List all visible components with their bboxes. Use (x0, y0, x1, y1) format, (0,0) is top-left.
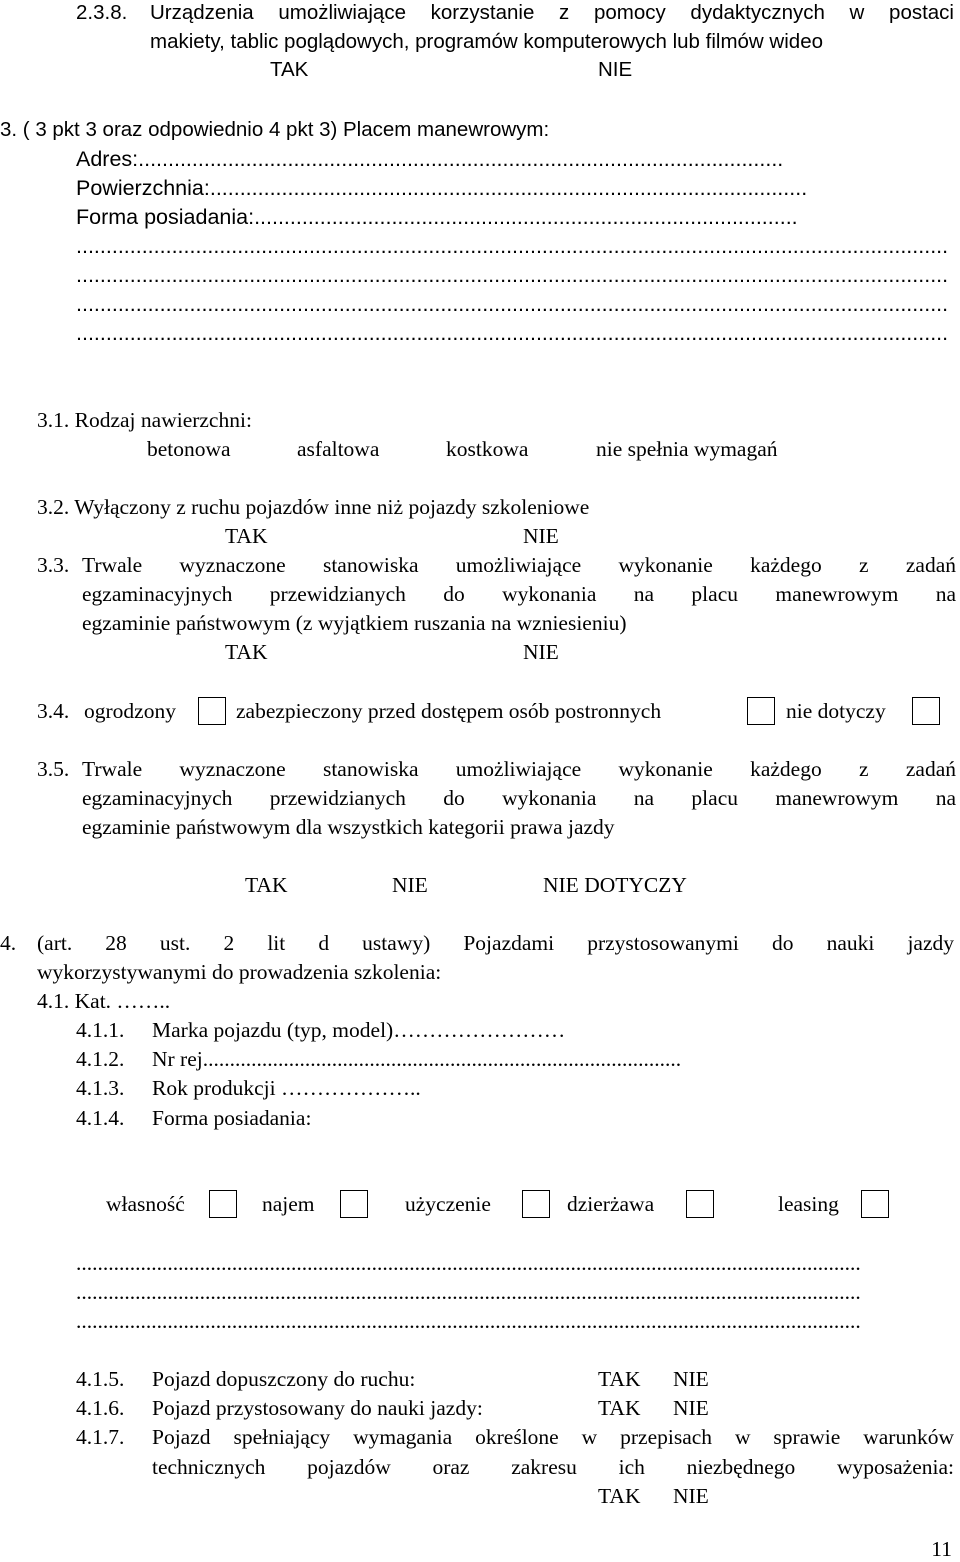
category-field: 4.1. Kat. …….. (37, 989, 171, 1013)
secured-option-label: zabezpieczony przed dostępem osób postronnych (236, 699, 662, 723)
ownership-lease-checkbox[interactable] (686, 1190, 714, 1218)
not-applicable-checkbox[interactable] (912, 697, 940, 725)
section-31-title: 3.1. Rodzaj nawierzchni: (37, 408, 252, 432)
item-415-nie: NIE (673, 1367, 709, 1391)
item-417-line2: technicznych pojazdów oraz zakresu ich niezbędnego wyposażenia: (152, 1455, 954, 1479)
section-32-text: 3.2. Wyłączony z ruchu pojazdów inne niż pojazdy szkoleniowe (37, 495, 590, 519)
dotted-line: .................................................................................................................................................. (76, 1309, 861, 1333)
section-33-line2: egzaminacyjnych przewidzianych do wykonania na placu manewrowym na (82, 582, 956, 606)
area-field: Powierzchnia:.................................................................................................... (76, 176, 808, 200)
dotted-line: .................................................................................................................................................. (76, 1280, 861, 1304)
section-238-line2: makiety, tablic poglądowych, programów komputerowych lub filmów wideo (150, 30, 823, 53)
item-416-number: 4.1.6. (76, 1396, 125, 1420)
section-32-tak: TAK (225, 524, 268, 548)
item-416-text: Pojazd przystosowany do nauki jazdy: (152, 1396, 483, 1420)
item-417-number: 4.1.7. (76, 1425, 125, 1449)
section-33-line1: Trwale wyznaczone stanowiska umożliwiające wykonanie każdego z zadań (82, 553, 956, 577)
ownership-own-checkbox[interactable] (209, 1190, 237, 1218)
section-33-tak: TAK (225, 640, 268, 664)
section-4-number: 4. (0, 931, 17, 955)
section-35-line1: Trwale wyznaczone stanowiska umożliwiające wykonanie każdego z zadań (82, 757, 956, 781)
section-33-number: 3.3. (37, 553, 70, 577)
item-412-number: 4.1.2. (76, 1047, 125, 1071)
section-4-line1: (art. 28 ust. 2 lit d ustawy) Pojazdami przystosowanymi do nauki jazdy (37, 931, 954, 955)
fence-option-label: ogrodzony (84, 699, 176, 723)
ownership-rent-checkbox[interactable] (340, 1190, 368, 1218)
section-238-line1: Urządzenia umożliwiające korzystanie z pomocy dydaktycznych w postaci (150, 1, 954, 24)
item-417-nie: NIE (673, 1484, 709, 1508)
ownership-loan-checkbox[interactable] (522, 1190, 550, 1218)
section-35-line2: egzaminacyjnych przewidzianych do wykonania na placu manewrowym na (82, 786, 956, 810)
ownership-leasing-label: leasing (778, 1192, 839, 1216)
section-35-not-applicable: NIE DOTYCZY (543, 873, 687, 897)
not-applicable-label: nie dotyczy (786, 699, 886, 723)
item-415-text: Pojazd dopuszczony do ruchu: (152, 1367, 416, 1391)
section-35-line3: egzaminie państwowym dla wszystkich kategorii prawa jazdy (82, 815, 615, 839)
item-411-number: 4.1.1. (76, 1018, 125, 1042)
ownership-form-field: Forma posiadania:........................................................................................... (76, 205, 798, 229)
item-415-number: 4.1.5. (76, 1367, 125, 1391)
item-417-line1: Pojazd spełniający wymagania określone w przepisach w sprawie warunków (152, 1425, 954, 1449)
section-35-nie: NIE (392, 873, 428, 897)
vehicle-make-field: Marka pojazdu (typ, model)…………………… (152, 1018, 566, 1042)
item-416-nie: NIE (673, 1396, 709, 1420)
section-238-nie: NIE (598, 58, 633, 81)
section-33-line3: egzaminie państwowym (z wyjątkiem ruszania na wzniesieniu) (82, 611, 627, 635)
item-417-tak: TAK (598, 1484, 641, 1508)
ownership-lease-label: dzierżawa (567, 1192, 655, 1216)
ownership-rent-label: najem (262, 1192, 315, 1216)
dotted-line: .................................................................................................................................................. (76, 292, 949, 316)
ownership-leasing-checkbox[interactable] (861, 1190, 889, 1218)
surface-option-cobble: kostkowa (446, 437, 529, 461)
item-413-number: 4.1.3. (76, 1076, 125, 1100)
item-415-tak: TAK (598, 1367, 641, 1391)
dotted-line: .................................................................................................................................................. (76, 263, 949, 287)
ownership-loan-label: użyczenie (405, 1192, 491, 1216)
ownership-own-label: własność (106, 1192, 185, 1216)
ownership-form-label: Forma posiadania: (152, 1106, 312, 1130)
production-year-field: Rok produkcji ……………….. (152, 1076, 421, 1100)
section-34-number: 3.4. (37, 699, 70, 723)
dotted-line: .................................................................................................................................................. (76, 321, 949, 345)
section-35-tak: TAK (245, 873, 288, 897)
page-number: 11 (931, 1537, 952, 1561)
section-35-number: 3.5. (37, 757, 70, 781)
surface-option-concrete: betonowa (147, 437, 231, 461)
section-238-number: 2.3.8. (76, 1, 128, 24)
section-32-nie: NIE (523, 524, 559, 548)
section-238-tak: TAK (270, 58, 309, 81)
section-33-nie: NIE (523, 640, 559, 664)
section-4-line2: wykorzystywanymi do prowadzenia szkolenia: (37, 960, 442, 984)
fenced-checkbox[interactable] (198, 697, 226, 725)
dotted-line: .................................................................................................................................................. (76, 234, 949, 258)
registration-field: Nr rej......................................................................................... (152, 1047, 682, 1071)
secured-checkbox[interactable] (747, 697, 775, 725)
dotted-line: .................................................................................................................................................. (76, 1251, 861, 1275)
item-414-number: 4.1.4. (76, 1106, 125, 1130)
section-3-heading: 3. ( 3 pkt 3 oraz odpowiednio 4 pkt 3) Placem manewrowym: (0, 118, 550, 141)
surface-option-asphalt: asfaltowa (297, 437, 380, 461)
address-field: Adres:............................................................................................................ (76, 147, 784, 171)
surface-option-not-compliant: nie spełnia wymagań (596, 437, 778, 461)
item-416-tak: TAK (598, 1396, 641, 1420)
